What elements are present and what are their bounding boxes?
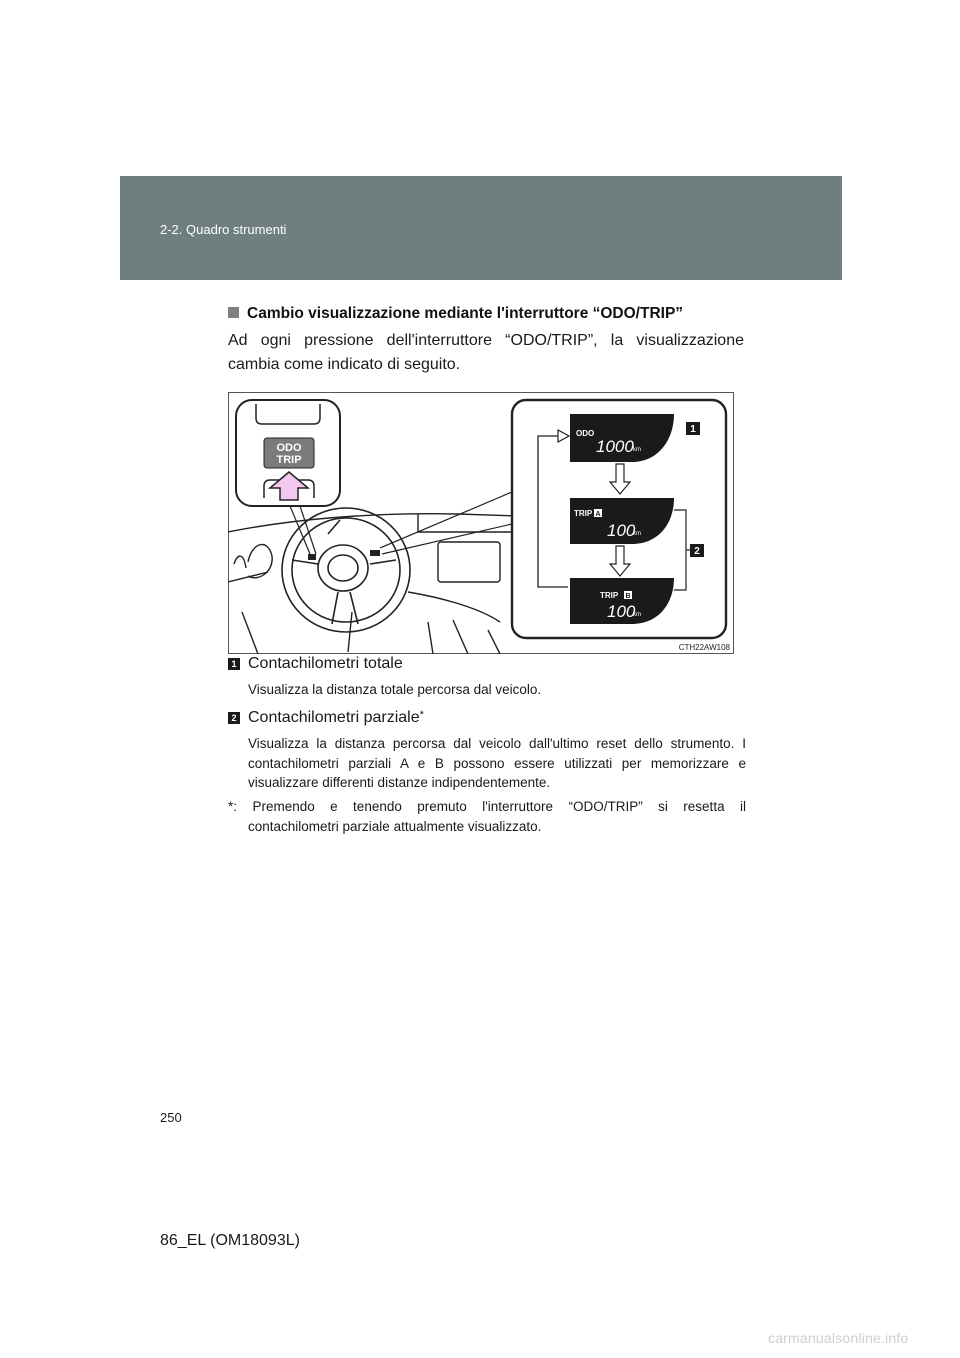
display-odo-value: 1000 [596, 437, 634, 456]
entry-2-title-text: Contachilometri parziale [248, 709, 420, 726]
display-trip-a-mode: TRIP [574, 509, 593, 518]
section-heading [228, 305, 748, 323]
display-trip-b-mode: TRIP [600, 591, 619, 600]
figure-code: CTH22AW108 [678, 643, 730, 652]
display-zoom-panel [512, 400, 726, 638]
page-number: 250 [160, 1110, 182, 1125]
footnote-line-1: Premendo e tenendo premuto l'interruttore “ODO/TRIP” si resetta il [252, 799, 746, 814]
square-bullet-icon [228, 307, 239, 318]
intro-paragraph [228, 329, 744, 377]
odo-trip-illustration [228, 392, 734, 654]
entry-1-title [228, 655, 403, 673]
watermark: carmanualsonline.info [768, 1330, 909, 1346]
heading-text: Cambio visualizzazione mediante l'interruttore “ODO/TRIP” [247, 305, 684, 322]
entry-2-badge: 2 [228, 712, 240, 724]
dash-switch-marker [308, 554, 316, 560]
switch-label-bottom: TRIP [276, 454, 302, 466]
entry-2-description: Visualizza la distanza percorsa dal veicolo dall'ultimo reset dello strumento. I contachilometri parziali A e B possono essere utilizzati per memorizzare e visualizzare differenti distanze indipendentemente. [248, 736, 746, 790]
display-trip-b-value: 100 [607, 602, 636, 621]
entry-2-footnote-marker: * [419, 709, 424, 721]
entry-1-badge: 1 [228, 658, 240, 670]
document-code: 86_EL (OM18093L) [160, 1232, 300, 1249]
callout-2-label: 2 [694, 546, 700, 557]
display-trip-a-badge: A [595, 511, 601, 518]
footnote-line-2: contachilometri parziale attualmente visualizzato. [248, 818, 542, 834]
callout-1-label: 1 [690, 424, 696, 435]
intro-line-1: Ad ogni pressione dell'interruttore “ODO/TRIP”, la visualizzazione [228, 332, 744, 349]
section-label: 2-2. Quadro strumenti [160, 222, 287, 237]
footnote [228, 797, 746, 836]
display-trip-b-unit: km [633, 612, 641, 618]
entry-1-description: Visualizza la distanza totale percorsa dal veicolo. [248, 682, 542, 697]
footnote-marker: *: [228, 799, 238, 814]
display-trip-a-unit: km [633, 531, 641, 537]
entry-1-title-text: Contachilometri totale [248, 655, 403, 672]
display-trip-a-value: 100 [607, 521, 636, 540]
display-odo-mode: ODO [576, 429, 595, 438]
switch-label-top: ODO [276, 442, 302, 454]
display-odo-unit: km [633, 447, 641, 453]
intro-line-2: cambia come indicato di seguito. [228, 356, 461, 373]
display-trip-b-badge: B [625, 593, 631, 600]
switch-zoom-panel [236, 400, 340, 506]
dash-switch-marker [370, 550, 380, 556]
entry-2-title [228, 709, 424, 727]
